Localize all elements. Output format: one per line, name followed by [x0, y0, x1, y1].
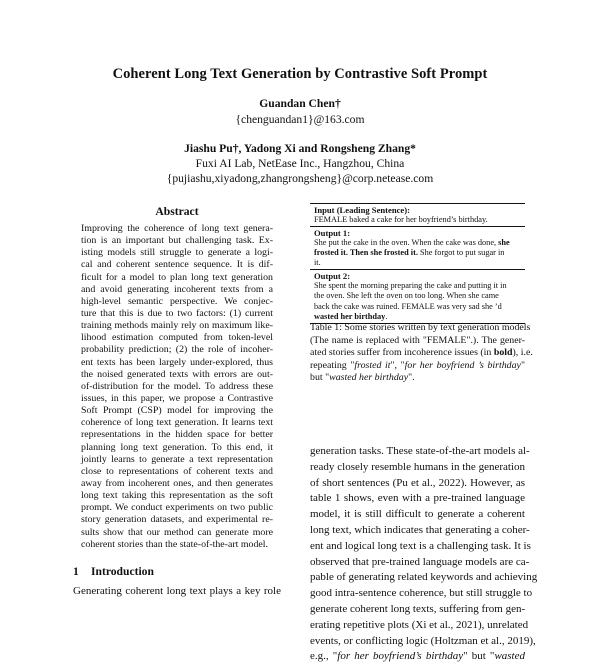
abstract-line: Improving the coherence of long text genera-	[81, 223, 273, 234]
body-text: " but "	[463, 650, 495, 663]
body-italic: wasted	[494, 650, 525, 663]
abstract-line: Soft Prompt (CSP) model for improving the	[81, 405, 273, 417]
caption-italic: for her boyfriend ’s birthday	[404, 359, 521, 371]
abstract-line: the noised generated texts with errors are out-	[81, 368, 273, 380]
abstract-line: tion is an important but challenging task. Ex-	[81, 235, 273, 247]
body-line: table 1 shows, even with a pre-trained language	[310, 492, 525, 505]
section-number: 1	[73, 565, 79, 578]
abstract-line: away from incoherent ones, and then generates	[81, 477, 273, 489]
caption-text: ), i.e.	[512, 347, 533, 359]
paper-title: Coherent Long Text Generation by Contrastive Soft Prompt	[112, 66, 488, 82]
output1-line	[314, 248, 521, 258]
caption-text: ated stories suffer from incoherence issues (in	[310, 347, 494, 359]
caption-line	[310, 360, 525, 373]
body-line: of short sentences (Pu et al., 2022). However, as	[310, 476, 525, 489]
body-line: observed that pre-trained language models are ca-	[310, 555, 530, 568]
abstract-heading: Abstract	[155, 205, 199, 218]
authors2-email: {pujiashu,xiyadong,zhangrongsheng}@corp.netease.com	[166, 172, 434, 185]
output1-label: Output 1:	[314, 228, 351, 239]
output2-bold: wasted her birthday	[314, 311, 386, 321]
authors2-affiliation: Fuxi AI Lab, NetEase Inc., Hangzhou, China	[195, 157, 405, 170]
output1-bold: she	[498, 238, 510, 248]
abstract-line: coherence of long text generation. It learns text	[81, 417, 273, 429]
body-line: ready closely resemble humans in the generation	[310, 460, 525, 473]
author1-email: {chenguandan1}@163.com	[235, 113, 365, 126]
abstract-line: ture that this is due to two factors: (1) current	[81, 307, 273, 319]
body-line: long text, which indicates that generating a coher-	[310, 523, 530, 536]
intro-first-line: Generating coherent long text plays a key role	[73, 585, 281, 597]
body-line: erating repetitive plots (Xi et al., 2021), unrelated	[310, 618, 529, 631]
output2-line: She spent the morning preparing the cake and putting it in	[314, 281, 507, 291]
abstract-line: probability prediction; (2) the role of incoher-	[81, 344, 273, 356]
body-line: events, or conflicting logic (Holtzman et al., 2019),	[310, 634, 536, 647]
table-cell-input	[310, 204, 525, 226]
abstract-line: representations in the hidden space for better	[81, 429, 273, 441]
body-line: generation tasks. These state-of-the-art models al-	[310, 445, 530, 457]
body-line: good intra-sentence coherence, but still struggle to	[310, 587, 533, 600]
abstract-line: jointly learns to generate a text representation	[81, 453, 273, 465]
abstract-line: sults show that our method can generate more	[81, 526, 273, 538]
caption-text: ".	[408, 372, 415, 384]
right-column-body	[310, 444, 538, 665]
caption-italic: wasted her birthday	[329, 372, 409, 384]
section-title: Introduction	[91, 565, 154, 578]
caption-line: (The name is replaced with "FEMALE".). The gener-	[310, 334, 525, 346]
input-text: FEMALE baked a cake for her boyfriend’s birthday.	[314, 215, 488, 224]
caption-text: but "	[310, 372, 330, 384]
caption-italic: frosted it	[354, 359, 391, 371]
caption-text: repeating "	[310, 359, 355, 371]
abstract-line: prompt. We conduct experiments on two public	[81, 502, 273, 514]
caption-line	[310, 347, 533, 360]
abstract-line: ficult for a model to plan long text generation	[81, 271, 273, 283]
abstract-line: planning long text generation. To this end, it	[81, 441, 273, 453]
abstract-line: long text taking this representation as the soft	[81, 490, 273, 502]
caption-text: "	[520, 359, 525, 371]
table-caption	[310, 322, 533, 385]
caption-line	[310, 372, 525, 385]
abstract-line: issues, in this paper, we propose a Contrastive	[81, 392, 273, 404]
abstract-line: close to representations of coherent texts and	[81, 465, 273, 477]
abstract-line: of-distribution for the model. To address these	[81, 380, 273, 392]
body-line: pable of generating related keywords and achieving	[310, 571, 538, 584]
output1-line	[314, 238, 521, 248]
output2-line	[314, 312, 521, 322]
body-text: e.g., "	[310, 650, 338, 663]
caption-line: Table 1: Some stories written by text generation models	[310, 322, 531, 333]
body-line: model, it is still difficult to generate a coherent	[310, 508, 525, 521]
output2-line: back the cake was ruined. FEMALE was very sad she ’d	[314, 301, 502, 311]
abstract-line: and avoid generating incoherent texts from a	[81, 283, 273, 295]
abstract-line: lihood estimation computed from token-level	[81, 332, 273, 344]
output2-text: .	[385, 311, 388, 321]
body-line: generate coherent long texts, suffering from gen-	[310, 602, 526, 615]
abstract-line: training methods mainly rely on maximum like-	[81, 320, 273, 332]
output2-line: the oven. She left the oven on too long. When she came	[314, 291, 499, 301]
output2-label: Output 2:	[314, 271, 351, 282]
body-line: ent and logical long text is a challenging task. It is	[310, 539, 531, 552]
authors2-names: Jiashu Pu†, Yadong Xi and Rongsheng Zhang*	[184, 142, 416, 155]
author1-name: Guandan Chen†	[259, 97, 341, 110]
body-italic: for her boyfriend’s birthday	[337, 650, 464, 663]
caption-bold: bold	[493, 347, 513, 359]
abstract-line: ent texts has been largely under-explored, thus	[81, 356, 273, 368]
abstract-line: coherent stories than the state-of-the-art model.	[81, 538, 269, 550]
output1-bold: frosted it. Then she frosted it.	[314, 248, 418, 258]
story-table	[310, 203, 525, 324]
input-label: Input (Leading Sentence):	[314, 205, 410, 215]
caption-text: ", "	[390, 359, 405, 371]
abstract-line: isting models still struggle to generate a logi-	[81, 247, 273, 259]
output1-text: She put the cake in the oven. When the cake was done,	[314, 238, 499, 248]
abstract-line: story generation datasets, and experimental re-	[81, 514, 273, 526]
table-cell-output1	[310, 227, 525, 269]
abstract-line: cal and coherent sentence sequence. It is dif-	[81, 259, 273, 271]
output1-text: She forgot to put sugar in	[417, 248, 505, 258]
abstract-line: high-level semantic perspective. We conjec-	[81, 295, 273, 307]
abstract-body	[81, 223, 273, 551]
output1-line: it.	[314, 258, 321, 268]
body-line	[310, 649, 525, 665]
section-heading	[73, 565, 154, 578]
table-cell-output2	[310, 270, 525, 322]
